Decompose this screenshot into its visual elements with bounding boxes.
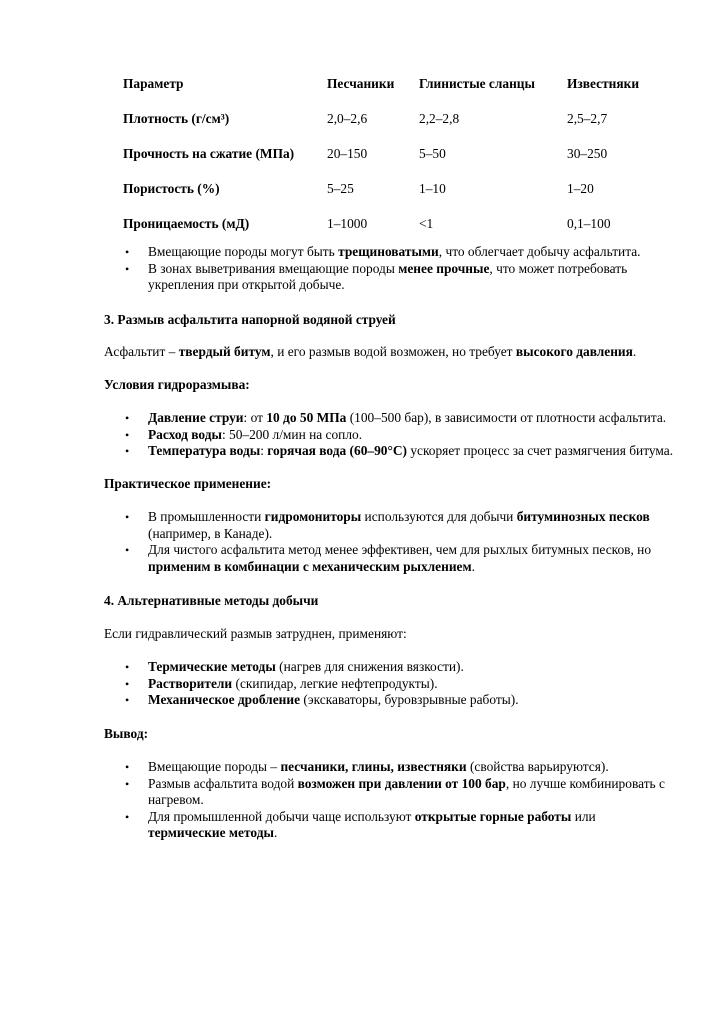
bold-run: высокого давления	[515, 344, 633, 359]
text-run: Для чистого асфальтита метод менее эффективен, чем для рыхлых битумных песков, но	[148, 542, 652, 557]
bold-run: Механическое дробление	[148, 692, 301, 707]
text-run: (100–500 бар), в зависимости от плотности асфальтита.	[346, 410, 667, 425]
text-run: Вмещающие породы –	[148, 759, 281, 774]
section-3-intro	[104, 344, 674, 361]
section-3-heading: 3. Размыв асфальтита напорной водяной струей	[104, 311, 396, 327]
text-run: (скипидар, легкие нефтепродукты).	[232, 675, 438, 691]
bullet-icon: •	[125, 261, 130, 276]
text-run: Размыв асфальтита водой	[148, 775, 298, 791]
conditions-heading: Условия гидроразмыва:	[104, 376, 250, 392]
text-run: .	[632, 344, 637, 359]
text-run: , что облегчает добычу асфальтита.	[438, 244, 641, 259]
table-cell: 1–10	[419, 181, 446, 196]
text-run: ускоряет процесс за счет размягчения битума.	[406, 443, 674, 458]
bold-run: возможен при давлении от 100 бар	[297, 775, 506, 791]
text-run: .	[273, 825, 278, 840]
text-run: В промышленности	[148, 509, 265, 524]
bullet-icon: •	[125, 693, 130, 707]
bold-run: песчаники, глины, известняки	[280, 759, 467, 774]
table-cell-param: Проницаемость (мД)	[123, 216, 250, 231]
bold-run: трещиноватыми	[338, 244, 439, 259]
bold-run: Температура воды	[148, 443, 261, 458]
table-row	[123, 181, 667, 216]
table-cell: 20–150	[327, 146, 368, 161]
table-cell: <1	[419, 216, 434, 231]
list-item	[104, 776, 674, 809]
table-cell: 30–250	[567, 146, 608, 161]
list-item	[104, 676, 674, 693]
list-item	[104, 659, 674, 676]
bullet-icon: •	[125, 427, 130, 442]
bold-run: открытые горные работы	[414, 808, 572, 824]
bullet-icon: •	[125, 411, 130, 425]
bullet-icon: •	[125, 809, 130, 824]
table-cell-param: Пористость (%)	[123, 181, 220, 196]
list-item	[104, 542, 674, 575]
list-item	[104, 261, 674, 294]
table-header-row	[123, 76, 667, 111]
table-cell: 2,5–2,7	[567, 111, 608, 126]
practice-list	[104, 509, 674, 575]
bold-run: твердый битум	[178, 344, 271, 359]
bullet-icon: •	[125, 660, 130, 674]
text-run: (например, в Канаде).	[148, 525, 273, 541]
document-body	[104, 244, 674, 842]
section-4-heading: 4. Альтернативные методы добычи	[104, 593, 319, 608]
table-cell: 2,0–2,6	[327, 111, 368, 126]
section-4-intro: Если гидравлический размыв затруднен, применяют:	[104, 625, 407, 641]
list-item	[104, 759, 674, 776]
conditions-list	[104, 410, 674, 460]
bold-run: Растворители	[148, 675, 233, 691]
table-header-cell: Параметр	[123, 76, 184, 91]
conclusion-list	[104, 759, 674, 842]
methods-list	[104, 659, 674, 709]
text-run: , и его размыв водой возможен, но требует	[270, 344, 516, 359]
list-item	[104, 244, 674, 261]
table-header-cell: Песчаники	[327, 76, 395, 91]
bullet-icon: •	[125, 676, 130, 691]
text-run: : 50–200 л/мин на сопло.	[221, 426, 363, 442]
practice-heading: Практическое применение:	[104, 475, 272, 491]
text-run: , что может потребовать укрепления при открытой добыче.	[148, 260, 628, 292]
text-run: В зонах выветривания вмещающие породы	[148, 260, 399, 276]
bold-run: Давление струи	[148, 410, 244, 425]
text-run: (нагрев для снижения вязкости).	[275, 659, 464, 674]
table-cell-param: Прочность на сжатие (МПа)	[123, 146, 295, 161]
table-cell: 5–25	[327, 181, 354, 196]
text-run: .	[471, 558, 475, 574]
rock-properties-table	[123, 76, 667, 251]
bold-run: горячая вода (60–90°C)	[267, 443, 407, 458]
list-item	[104, 692, 674, 709]
bullet-icon: •	[125, 543, 130, 557]
table-row	[123, 111, 667, 146]
bullet-icon: •	[125, 760, 130, 774]
table-cell: 1–20	[567, 181, 594, 196]
list-item	[104, 509, 674, 542]
text-run: : от	[243, 410, 267, 425]
bold-run: менее прочные	[398, 260, 490, 276]
list-item	[104, 443, 674, 460]
table-header-cell: Глинистые сланцы	[419, 76, 535, 91]
bold-run: Термические методы	[148, 659, 276, 674]
bold-run: 10 до 50 МПа	[266, 410, 347, 425]
text-run: или	[571, 808, 596, 824]
bold-run: гидромониторы	[264, 509, 362, 524]
list-item	[104, 410, 674, 427]
conclusion-heading: Вывод:	[104, 725, 149, 741]
table-cell: 0,1–100	[567, 216, 611, 231]
table-row	[123, 146, 667, 181]
text-run: Асфальтит –	[104, 344, 179, 359]
bold-run: применим в комбинации с механическим рыхлением	[148, 558, 472, 574]
table-cell: 2,2–2,8	[419, 111, 460, 126]
bold-run: термические методы	[148, 825, 274, 840]
bullet-icon: •	[125, 510, 130, 524]
text-run: используются для добычи	[361, 509, 517, 524]
text-run: (свойства варьируются).	[466, 759, 609, 774]
text-run: Для промышленной добычи чаще используют	[148, 808, 415, 824]
list-item	[104, 427, 674, 444]
text-run: , но лучше комбинировать с нагревом.	[148, 775, 665, 807]
bold-run: битуминозных песков	[516, 509, 650, 524]
text-run: Вмещающие породы могут быть	[148, 244, 339, 259]
bullet-icon: •	[125, 245, 130, 259]
bullet-icon: •	[125, 776, 130, 791]
rock-notes-list	[104, 244, 674, 294]
table-header-cell: Известняки	[567, 76, 640, 91]
bullet-icon: •	[125, 444, 130, 458]
bold-run: Расход воды	[148, 426, 222, 442]
table-cell: 1–1000	[327, 216, 368, 231]
table-cell: 5–50	[419, 146, 446, 161]
list-item	[104, 809, 674, 842]
table-cell-param: Плотность (г/см³)	[123, 111, 230, 126]
text-run: :	[260, 443, 268, 458]
text-run: (экскаваторы, буровзрывные работы).	[300, 692, 519, 707]
